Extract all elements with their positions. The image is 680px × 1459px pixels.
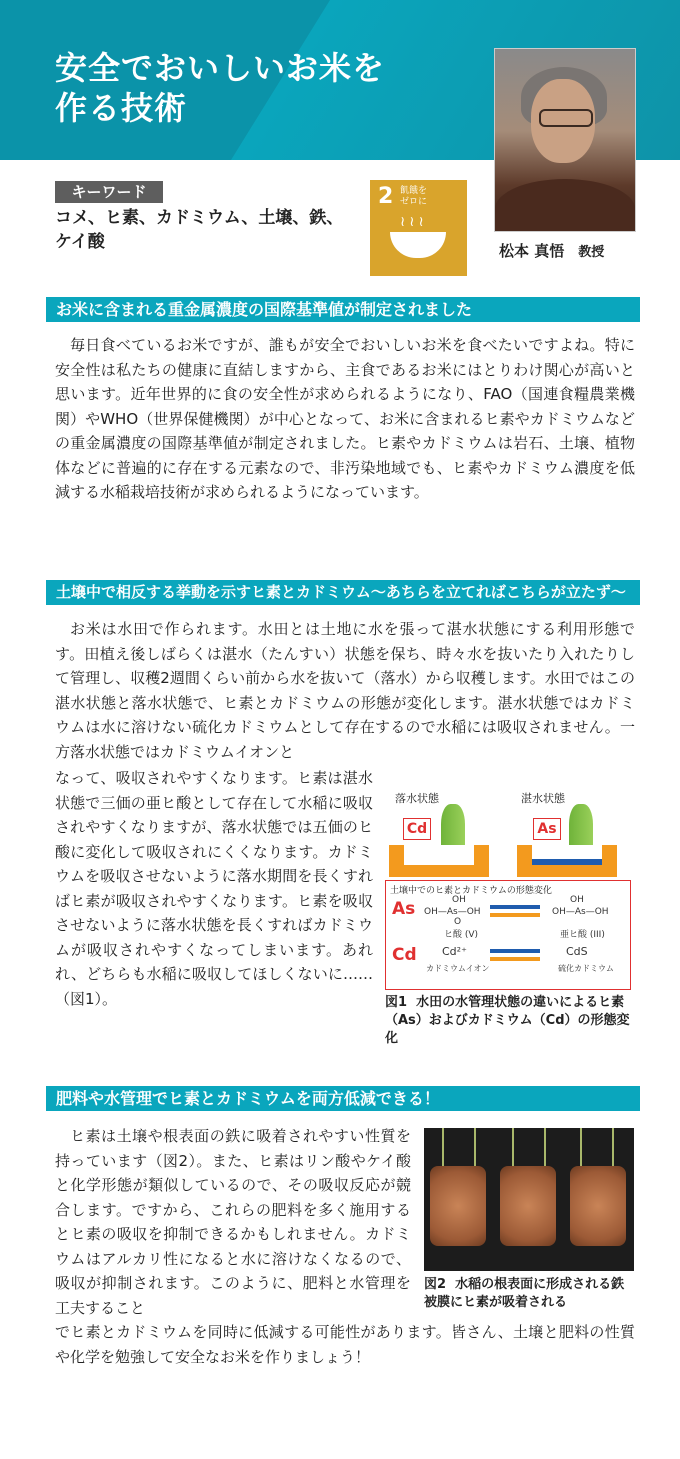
fig1-arsenite-mid: OH—As—OH xyxy=(552,907,609,917)
fig1-soil-drained xyxy=(389,845,489,877)
fig1-arsenite-top: OH xyxy=(570,895,584,905)
sdg-label: 飢餓を ゼロに xyxy=(400,186,428,207)
sdg-number: 2 xyxy=(378,184,394,209)
figure-1-caption xyxy=(385,994,635,1048)
fig1-arsenate-top: OH xyxy=(452,895,466,905)
author-name-line xyxy=(499,240,604,261)
section-3-paragraph-side: ヒ素は土壌や根表面の鉄に吸着されやすい性質を持っています（図2）。また、ヒ素はリン酸やケイ酸と化学形態が類似しているので、その吸収反応が競合します。ですから、これらの肥料を多く施用するとヒ素の吸収を抑制できるかもしれません。カドミウムはアルカリ性になると水に溶けなくなるので、吸収が抑制されます。このように、肥料と水管理を工夫すること xyxy=(55,1127,411,1317)
section-2-paragraph-top: お米は水田で作られます。水田とは土地に水を張って湛水状態にする利用形態です。田植え後しばらくは湛水（たんすい）状態を保ち、時々水を抜いたり入れたりして管理し、収穫2週間くらい前から水を抜いて（落水）から収穫します。水田ではこの湛水状態と落水状態で、ヒ素とカドミウムの形態が変化します。湛水状態ではカドミウムは水に溶けない硫化カドミウムとして存在するので水稲には吸収されません。一方落水状態ではカドミウムイオンと xyxy=(55,620,635,761)
author-title: 教授 xyxy=(578,245,605,260)
fig1-arsenite-name: 亜ヒ酸 (III) xyxy=(560,930,605,940)
author-name: 松本 真悟 xyxy=(499,242,565,260)
rice-stem xyxy=(580,1128,614,1170)
section-3-paragraph-bottom: でヒ素とカドミウムを同時に低減する可能性があります。皆さん、土壌と肥料の性質や化学を勉強して安全なお米を作りましょう！ xyxy=(55,1323,635,1366)
arrow-left-icon xyxy=(490,957,540,961)
sdg-badge xyxy=(370,180,467,276)
section-2-paragraph-side: なって、吸収されやすくなります。ヒ素は湛水状態で三価の亜ヒ酸として存在して水稲に吸収されやすくなりますが、落水状態では五価のヒ酸に変化して吸収されにくくなります。カドミウムを吸収させないように落水期間を長くすればヒ素が吸収されやすくなります。ヒ素を吸収させないように落水状態を長くすればカドミウムが吸収されやすくなってしまいます。あれれ、どちらも水稲に吸収してほしくないに……（図1）。 xyxy=(55,769,373,1008)
steam-icon: ≀≀≀ xyxy=(400,214,428,230)
fig2-caption-text: 水稲の根表面に形成される鉄被膜にヒ素が吸着される xyxy=(424,1277,625,1310)
fig1-water xyxy=(532,859,602,865)
fig1-arsenate-mid: OH—As—OH xyxy=(424,907,481,917)
photo-glasses xyxy=(539,109,593,127)
section-body-3-side xyxy=(55,1124,411,1320)
fig1-chem-box xyxy=(385,880,631,990)
fig1-caption-text: 水田の水管理状態の違いによるヒ素（As）およびカドミウム（Cd）の形態変化 xyxy=(385,995,630,1046)
rice-stem xyxy=(512,1128,546,1170)
fig1-cd-ion-name: カドミウムイオン xyxy=(426,964,490,973)
rice-stem xyxy=(442,1128,476,1170)
fig1-soil-cut xyxy=(404,845,474,865)
fig1-soil-flooded xyxy=(517,845,617,877)
fig1-caption-num: 図1 xyxy=(385,995,408,1010)
fig1-as-symbol: As xyxy=(392,899,416,919)
arrow-right-icon xyxy=(490,905,540,909)
section-body-3-bottom xyxy=(55,1320,635,1369)
keyword-text: コメ、ヒ素、カドミウム、土壌、鉄、ケイ酸 xyxy=(55,208,344,252)
arrow-left-icon xyxy=(490,913,540,917)
page-title: 安全でおいしいお米を 作る技術 xyxy=(55,49,386,127)
fig2-caption-num: 図2 xyxy=(424,1277,447,1292)
fig1-cds-name: 硫化カドミウム xyxy=(558,964,614,973)
fig1-cd-symbol: Cd xyxy=(392,945,417,965)
section-heading-1: お米に含まれる重金属濃度の国際基準値が制定されました xyxy=(46,297,640,322)
bowl-icon xyxy=(390,232,446,258)
fig1-label-drained: 落水状態 xyxy=(395,792,439,805)
fig1-cds: CdS xyxy=(566,945,588,958)
photo-body xyxy=(495,179,635,232)
section-body-1 xyxy=(55,333,635,505)
section-body-2-side xyxy=(55,766,373,1011)
fig1-box-title: 土壌中でのヒ素とカドミウムの形態変化 xyxy=(390,886,552,896)
root-mass xyxy=(500,1166,556,1246)
fig1-elem-as: As xyxy=(533,818,561,840)
figure-1 xyxy=(385,790,633,990)
section-heading-3: 肥料や水管理でヒ素とカドミウムを両方低減できる！ xyxy=(46,1086,640,1111)
author-photo xyxy=(494,48,636,232)
figure-2-photo xyxy=(424,1128,634,1271)
fig1-arsenate-name: ヒ酸 (V) xyxy=(444,930,479,940)
section-body-2-top xyxy=(55,617,635,764)
fig1-elem-cd: Cd xyxy=(403,818,431,840)
section-heading-2: 土壌中で相反する挙動を示すヒ素とカドミウム～あちらを立てればこちらが立たず～ xyxy=(46,580,640,605)
fig1-arsenate-bot: O xyxy=(454,917,462,927)
section-1-paragraph: 毎日食べているお米ですが、誰もが安全でおいしいお米を食べたいですよね。特に安全性は私たちの健康に直結しますから、主食であるお米にはとりわけ関心が高いと思います。近年世界的に食の安全性が求められるようになり、FAO（国連食糧農業機関）やWHO（世界保健機関）が中心となって、お米に含まれるヒ素やカドミウムなどの重金属濃度の国際基準値が制定されました。ヒ素やカドミウムは岩石、土壌、植物体などに普遍的に存在する元素なので、非汚染地域でも、ヒ素やカドミウム濃度を低減する水稲栽培技術が求められるようになっています。 xyxy=(55,336,635,501)
fig1-label-flooded: 湛水状態 xyxy=(521,792,565,805)
fig1-cd-ion: Cd²⁺ xyxy=(442,945,467,958)
figure-2-caption xyxy=(424,1276,636,1312)
root-mass xyxy=(570,1166,626,1246)
root-mass xyxy=(430,1166,486,1246)
keyword-label: キーワード xyxy=(55,181,163,203)
arrow-right-icon xyxy=(490,949,540,953)
